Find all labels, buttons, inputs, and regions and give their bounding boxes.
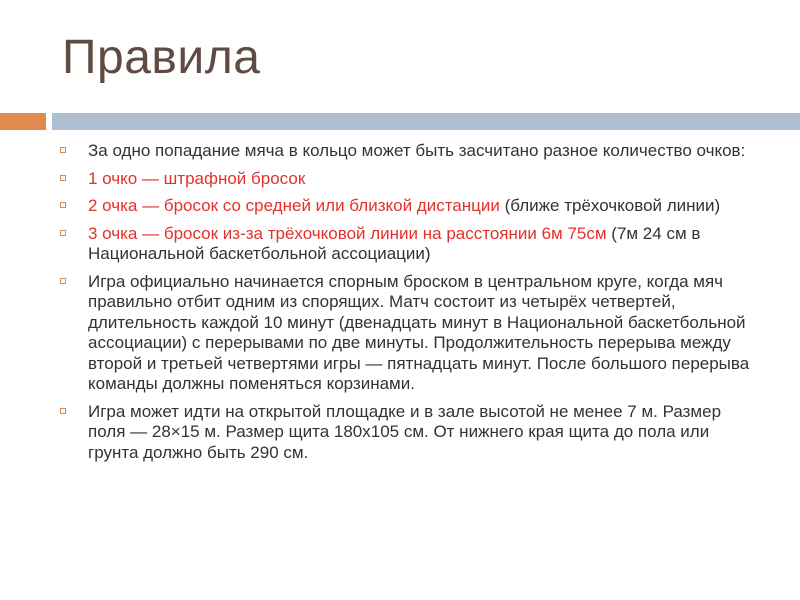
- bullet-highlight: 3 очка — бросок из-за трёхочковой линии на расстоянии 6м 75см: [88, 223, 607, 243]
- bullet-item: [58, 272, 758, 395]
- slide-title: Правила: [62, 31, 261, 84]
- bullet-highlight: 1 очко — штрафной бросок: [88, 168, 306, 188]
- bullet-text: Игра официально начинается спорным броском в центральном круге, когда мяч правильно отбит одним из спорящих. Матч состоит из четырёх четвертей, длительность каждой 10 минут (двенадцать минут в Национальной баскетбольной ассоциации) с перерывами по две минуты. Продолжительность перерыва между второй и третьей четвертями игры — пятнадцать минут. После большого перерыва команды должны поменяться корзинами.: [88, 271, 750, 393]
- bullet-item: [58, 196, 758, 217]
- bullet-item: [58, 169, 758, 190]
- bullet-text: Игра может идти на открытой площадке и в зале высотой не менее 7 м. Размер поля — 28×15 м. Размер щита 180х105 см. От нижнего края щита до пола или грунта должно быть 290 см.: [88, 401, 722, 462]
- hollow-square-icon: [60, 147, 66, 153]
- hollow-square-icon: [60, 202, 66, 208]
- bullet-item: [58, 224, 758, 265]
- hollow-square-icon: [60, 175, 66, 181]
- bullet-text: (7м 24 см в Национальной баскетбольной ассоциации): [88, 223, 701, 263]
- title-rule-blue: [52, 113, 800, 130]
- hollow-square-icon: [60, 278, 66, 284]
- bullet-item: [58, 402, 758, 464]
- bullet-text: За одно попадание мяча в кольцо может быть засчитано разное количество очков:: [88, 141, 746, 160]
- bullet-text: (ближе трёхочковой линии): [499, 196, 721, 215]
- hollow-square-icon: [60, 408, 66, 414]
- title-rule-orange: [0, 113, 46, 130]
- bullet-highlight: 2 очка — бросок со средней или близкой дистанции: [88, 196, 500, 215]
- bullet-item: [58, 141, 758, 162]
- hollow-square-icon: [60, 230, 66, 236]
- bullet-list: [58, 141, 758, 470]
